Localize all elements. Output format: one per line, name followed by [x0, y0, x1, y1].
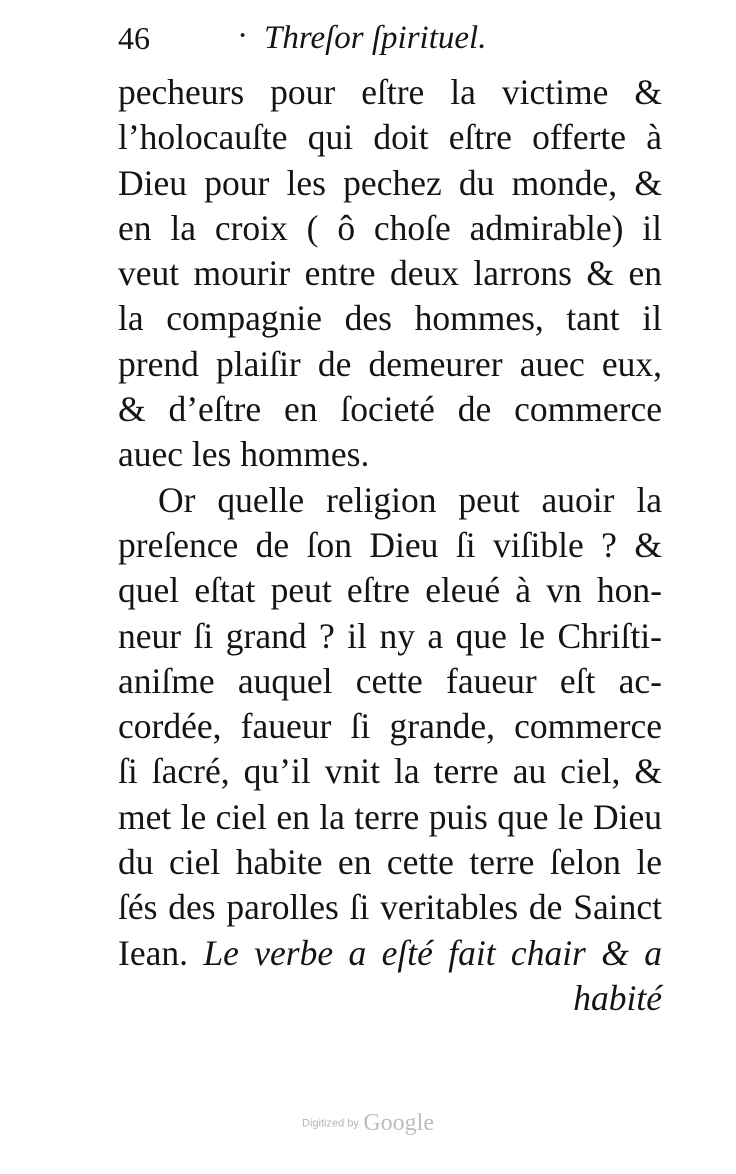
header-separator: · — [238, 18, 247, 54]
text-line: neur ſi grand ? il ny a que le Chriſti- — [118, 615, 662, 656]
text-line: pecheurs pour eſtre la victime & — [118, 72, 662, 112]
text-line: Dieu pour les pechez du monde, & — [118, 162, 662, 203]
page-header — [118, 20, 658, 70]
catchword: habité — [573, 977, 662, 1018]
text-line: preſence de ſon Dieu ſi viſible ? & — [118, 524, 662, 565]
text-line: la compagnie des hommes, tant il — [118, 298, 662, 339]
text-line: ſés des parolles ſi veritables de Sainct — [118, 887, 662, 928]
text-line: auec les hommes. — [118, 434, 370, 475]
text-line-mixed — [118, 931, 662, 976]
text-line: veut mourir entre deux larrons & en — [118, 253, 662, 294]
text-line: en la croix ( ô choſe admirable) il — [118, 207, 662, 248]
text-line: l’holocauſte qui doit eſtre offerte à — [118, 117, 662, 158]
text-line: cordée, faueur ſi grande, commerce — [118, 706, 662, 747]
text-line: prend plaiſir de demeurer auec eux, — [118, 343, 662, 384]
text-line: Or quelle religion peut auoir la — [158, 479, 662, 520]
text-line: met le ciel en la terre puis que le Dieu — [118, 796, 662, 837]
digitized-by-label: Digitized by — [302, 1117, 359, 1130]
page-number: 46 — [118, 20, 150, 56]
body-text — [118, 70, 662, 1021]
google-wordmark: Google — [363, 1110, 434, 1136]
text-line: du ciel habite en cette terre ſelon le — [118, 842, 662, 883]
text-line: aniſme auquel cette faueur eſt ac- — [118, 660, 662, 701]
text-roman: Iean. — [118, 932, 188, 973]
text-line: quel eſtat peut eſtre eleué à vn hon- — [118, 570, 662, 611]
running-title: Threſor ſpirituel. — [264, 20, 487, 56]
text-italic-quote: Le verbe a eſté fait chair & a — [203, 932, 663, 973]
text-line: ſi ſacré, qu’il vnit la terre au ciel, & — [118, 751, 662, 792]
digitization-watermark — [0, 1110, 736, 1137]
text-line: & d’eſtre en ſocieté de commerce — [118, 389, 662, 430]
